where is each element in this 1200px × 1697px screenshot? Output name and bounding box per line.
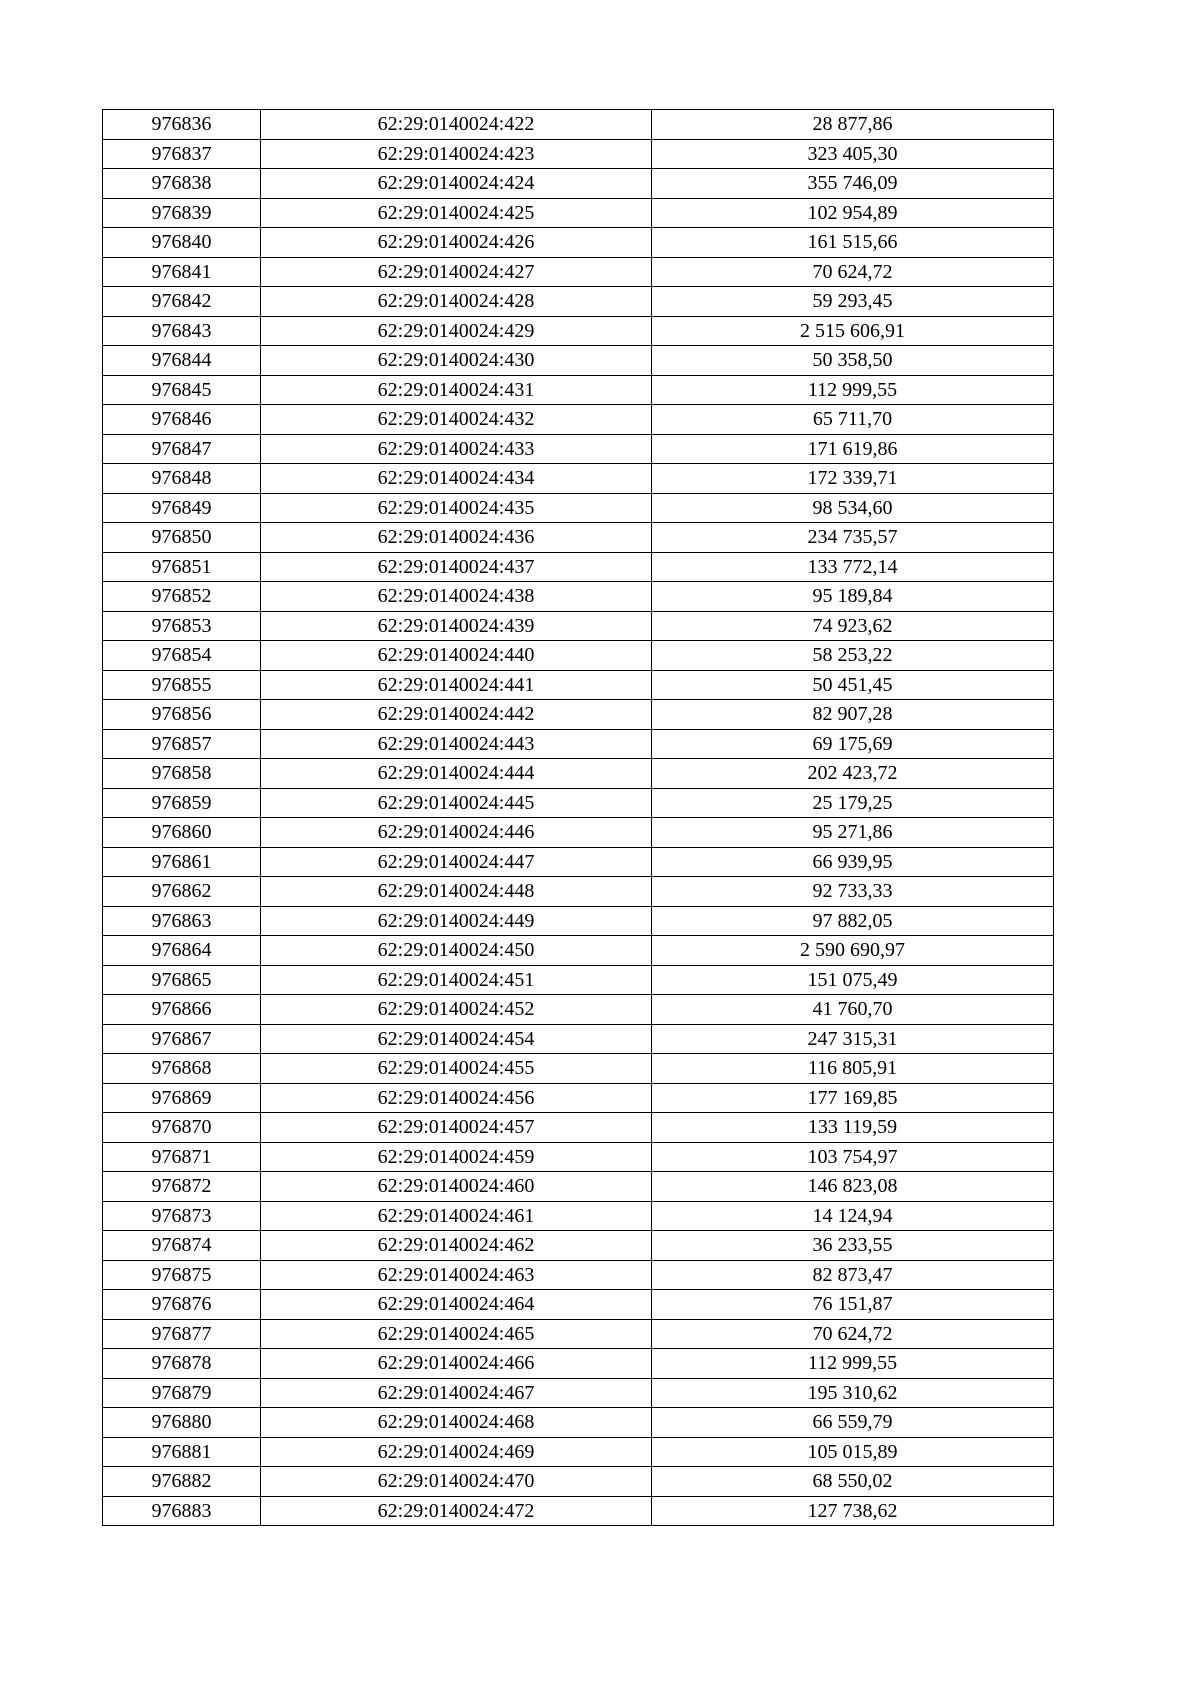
table-row: [103, 818, 1054, 848]
row-number-cell: 976876: [103, 1290, 261, 1320]
row-number-cell: 976878: [103, 1349, 261, 1379]
value-cell: 103 754,97: [652, 1142, 1054, 1172]
cadastral-number-cell: 62:29:0140024:465: [261, 1319, 652, 1349]
value-cell: 76 151,87: [652, 1290, 1054, 1320]
cadastral-number-cell: 62:29:0140024:445: [261, 788, 652, 818]
cadastral-number-cell: 62:29:0140024:424: [261, 169, 652, 199]
cadastral-number-cell: 62:29:0140024:431: [261, 375, 652, 405]
table-row: [103, 434, 1054, 464]
cadastral-number-cell: 62:29:0140024:426: [261, 228, 652, 258]
value-cell: 247 315,31: [652, 1024, 1054, 1054]
table-row: [103, 1142, 1054, 1172]
value-cell: 195 310,62: [652, 1378, 1054, 1408]
row-number-cell: 976854: [103, 641, 261, 671]
cadastral-number-cell: 62:29:0140024:472: [261, 1496, 652, 1526]
row-number-cell: 976850: [103, 523, 261, 553]
value-cell: 50 451,45: [652, 670, 1054, 700]
row-number-cell: 976873: [103, 1201, 261, 1231]
value-cell: 97 882,05: [652, 906, 1054, 936]
cadastral-number-cell: 62:29:0140024:432: [261, 405, 652, 435]
table-row: [103, 729, 1054, 759]
cadastral-number-cell: 62:29:0140024:433: [261, 434, 652, 464]
value-cell: 68 550,02: [652, 1467, 1054, 1497]
row-number-cell: 976875: [103, 1260, 261, 1290]
value-cell: 102 954,89: [652, 198, 1054, 228]
row-number-cell: 976883: [103, 1496, 261, 1526]
value-cell: 323 405,30: [652, 139, 1054, 169]
value-cell: 70 624,72: [652, 1319, 1054, 1349]
value-cell: 2 590 690,97: [652, 936, 1054, 966]
table-row: [103, 1319, 1054, 1349]
row-number-cell: 976867: [103, 1024, 261, 1054]
value-cell: 50 358,50: [652, 346, 1054, 376]
cadastral-number-cell: 62:29:0140024:449: [261, 906, 652, 936]
cadastral-number-cell: 62:29:0140024:444: [261, 759, 652, 789]
row-number-cell: 976842: [103, 287, 261, 317]
value-cell: 2 515 606,91: [652, 316, 1054, 346]
cadastral-number-cell: 62:29:0140024:460: [261, 1172, 652, 1202]
cadastral-number-cell: 62:29:0140024:451: [261, 965, 652, 995]
value-cell: 59 293,45: [652, 287, 1054, 317]
table-row: [103, 700, 1054, 730]
row-number-cell: 976877: [103, 1319, 261, 1349]
table-row: [103, 788, 1054, 818]
table-row: [103, 1083, 1054, 1113]
value-cell: 70 624,72: [652, 257, 1054, 287]
cadastral-number-cell: 62:29:0140024:447: [261, 847, 652, 877]
cadastral-number-cell: 62:29:0140024:434: [261, 464, 652, 494]
row-number-cell: 976849: [103, 493, 261, 523]
value-cell: 112 999,55: [652, 1349, 1054, 1379]
table-row: [103, 1054, 1054, 1084]
value-cell: 74 923,62: [652, 611, 1054, 641]
table-row: [103, 995, 1054, 1025]
value-cell: 146 823,08: [652, 1172, 1054, 1202]
value-cell: 177 169,85: [652, 1083, 1054, 1113]
row-number-cell: 976865: [103, 965, 261, 995]
table-row: [103, 523, 1054, 553]
cadastral-number-cell: 62:29:0140024:452: [261, 995, 652, 1025]
value-cell: 82 873,47: [652, 1260, 1054, 1290]
row-number-cell: 976841: [103, 257, 261, 287]
row-number-cell: 976856: [103, 700, 261, 730]
row-number-cell: 976836: [103, 110, 261, 140]
value-cell: 172 339,71: [652, 464, 1054, 494]
table-row: [103, 965, 1054, 995]
table-row: [103, 552, 1054, 582]
row-number-cell: 976851: [103, 552, 261, 582]
cadastral-number-cell: 62:29:0140024:469: [261, 1437, 652, 1467]
row-number-cell: 976880: [103, 1408, 261, 1438]
row-number-cell: 976847: [103, 434, 261, 464]
table-row: [103, 877, 1054, 907]
row-number-cell: 976881: [103, 1437, 261, 1467]
table-row: [103, 1260, 1054, 1290]
cadastral-number-cell: 62:29:0140024:436: [261, 523, 652, 553]
table-row: [103, 257, 1054, 287]
value-cell: 202 423,72: [652, 759, 1054, 789]
row-number-cell: 976848: [103, 464, 261, 494]
value-cell: 14 124,94: [652, 1201, 1054, 1231]
cadastral-number-cell: 62:29:0140024:439: [261, 611, 652, 641]
row-number-cell: 976853: [103, 611, 261, 641]
cadastral-number-cell: 62:29:0140024:423: [261, 139, 652, 169]
table-row: [103, 670, 1054, 700]
cadastral-number-cell: 62:29:0140024:466: [261, 1349, 652, 1379]
table-row: [103, 1496, 1054, 1526]
table-row: [103, 1024, 1054, 1054]
table-row: [103, 1290, 1054, 1320]
table-row: [103, 641, 1054, 671]
table-row: [103, 759, 1054, 789]
value-cell: 171 619,86: [652, 434, 1054, 464]
value-cell: 133 119,59: [652, 1113, 1054, 1143]
table-row: [103, 936, 1054, 966]
row-number-cell: 976866: [103, 995, 261, 1025]
value-cell: 95 189,84: [652, 582, 1054, 612]
cadastral-number-cell: 62:29:0140024:463: [261, 1260, 652, 1290]
table-row: [103, 169, 1054, 199]
cadastral-number-cell: 62:29:0140024:430: [261, 346, 652, 376]
row-number-cell: 976859: [103, 788, 261, 818]
table-row: [103, 139, 1054, 169]
value-cell: 98 534,60: [652, 493, 1054, 523]
value-cell: 95 271,86: [652, 818, 1054, 848]
table-row: [103, 464, 1054, 494]
cadastral-number-cell: 62:29:0140024:457: [261, 1113, 652, 1143]
value-cell: 25 179,25: [652, 788, 1054, 818]
table-row: [103, 847, 1054, 877]
table-row: [103, 1467, 1054, 1497]
table-row: [103, 405, 1054, 435]
cadastral-number-cell: 62:29:0140024:435: [261, 493, 652, 523]
table-row: [103, 493, 1054, 523]
row-number-cell: 976852: [103, 582, 261, 612]
cadastral-number-cell: 62:29:0140024:427: [261, 257, 652, 287]
cadastral-number-cell: 62:29:0140024:438: [261, 582, 652, 612]
cadastral-number-cell: 62:29:0140024:464: [261, 1290, 652, 1320]
value-cell: 58 253,22: [652, 641, 1054, 671]
table-row: [103, 287, 1054, 317]
row-number-cell: 976869: [103, 1083, 261, 1113]
table-row: [103, 906, 1054, 936]
table-row: [103, 1201, 1054, 1231]
table-row: [103, 1437, 1054, 1467]
row-number-cell: 976838: [103, 169, 261, 199]
cadastral-number-cell: 62:29:0140024:443: [261, 729, 652, 759]
row-number-cell: 976839: [103, 198, 261, 228]
row-number-cell: 976871: [103, 1142, 261, 1172]
row-number-cell: 976860: [103, 818, 261, 848]
row-number-cell: 976840: [103, 228, 261, 258]
cadastral-number-cell: 62:29:0140024:440: [261, 641, 652, 671]
cadastral-number-cell: 62:29:0140024:459: [261, 1142, 652, 1172]
row-number-cell: 976874: [103, 1231, 261, 1261]
value-cell: 41 760,70: [652, 995, 1054, 1025]
row-number-cell: 976861: [103, 847, 261, 877]
table-row: [103, 582, 1054, 612]
cadastral-number-cell: 62:29:0140024:467: [261, 1378, 652, 1408]
value-cell: 92 733,33: [652, 877, 1054, 907]
row-number-cell: 976882: [103, 1467, 261, 1497]
cadastral-number-cell: 62:29:0140024:428: [261, 287, 652, 317]
value-cell: 105 015,89: [652, 1437, 1054, 1467]
row-number-cell: 976862: [103, 877, 261, 907]
land-plot-table: [102, 109, 1054, 1526]
row-number-cell: 976858: [103, 759, 261, 789]
cadastral-number-cell: 62:29:0140024:437: [261, 552, 652, 582]
cadastral-number-cell: 62:29:0140024:450: [261, 936, 652, 966]
row-number-cell: 976844: [103, 346, 261, 376]
value-cell: 36 233,55: [652, 1231, 1054, 1261]
value-cell: 151 075,49: [652, 965, 1054, 995]
table-row: [103, 1378, 1054, 1408]
table-row: [103, 346, 1054, 376]
value-cell: 66 939,95: [652, 847, 1054, 877]
row-number-cell: 976868: [103, 1054, 261, 1084]
value-cell: 28 877,86: [652, 110, 1054, 140]
table-row: [103, 228, 1054, 258]
cadastral-number-cell: 62:29:0140024:422: [261, 110, 652, 140]
row-number-cell: 976837: [103, 139, 261, 169]
row-number-cell: 976872: [103, 1172, 261, 1202]
table-row: [103, 611, 1054, 641]
table-row: [103, 1113, 1054, 1143]
cadastral-number-cell: 62:29:0140024:441: [261, 670, 652, 700]
value-cell: 65 711,70: [652, 405, 1054, 435]
cadastral-number-cell: 62:29:0140024:454: [261, 1024, 652, 1054]
row-number-cell: 976846: [103, 405, 261, 435]
cadastral-number-cell: 62:29:0140024:446: [261, 818, 652, 848]
table-row: [103, 1408, 1054, 1438]
cadastral-number-cell: 62:29:0140024:429: [261, 316, 652, 346]
row-number-cell: 976857: [103, 729, 261, 759]
value-cell: 355 746,09: [652, 169, 1054, 199]
row-number-cell: 976863: [103, 906, 261, 936]
value-cell: 116 805,91: [652, 1054, 1054, 1084]
value-cell: 82 907,28: [652, 700, 1054, 730]
table-body: [103, 110, 1054, 1526]
row-number-cell: 976864: [103, 936, 261, 966]
cadastral-number-cell: 62:29:0140024:455: [261, 1054, 652, 1084]
value-cell: 234 735,57: [652, 523, 1054, 553]
value-cell: 112 999,55: [652, 375, 1054, 405]
table-row: [103, 1172, 1054, 1202]
table-row: [103, 375, 1054, 405]
table-row: [103, 1349, 1054, 1379]
cadastral-number-cell: 62:29:0140024:448: [261, 877, 652, 907]
row-number-cell: 976845: [103, 375, 261, 405]
cadastral-number-cell: 62:29:0140024:456: [261, 1083, 652, 1113]
cadastral-number-cell: 62:29:0140024:462: [261, 1231, 652, 1261]
cadastral-number-cell: 62:29:0140024:442: [261, 700, 652, 730]
cadastral-number-cell: 62:29:0140024:470: [261, 1467, 652, 1497]
table-row: [103, 316, 1054, 346]
row-number-cell: 976879: [103, 1378, 261, 1408]
value-cell: 161 515,66: [652, 228, 1054, 258]
value-cell: 133 772,14: [652, 552, 1054, 582]
cadastral-number-cell: 62:29:0140024:425: [261, 198, 652, 228]
row-number-cell: 976855: [103, 670, 261, 700]
row-number-cell: 976870: [103, 1113, 261, 1143]
value-cell: 66 559,79: [652, 1408, 1054, 1438]
table-row: [103, 1231, 1054, 1261]
cadastral-number-cell: 62:29:0140024:461: [261, 1201, 652, 1231]
value-cell: 69 175,69: [652, 729, 1054, 759]
row-number-cell: 976843: [103, 316, 261, 346]
value-cell: 127 738,62: [652, 1496, 1054, 1526]
cadastral-number-cell: 62:29:0140024:468: [261, 1408, 652, 1438]
table-row: [103, 110, 1054, 140]
table-row: [103, 198, 1054, 228]
